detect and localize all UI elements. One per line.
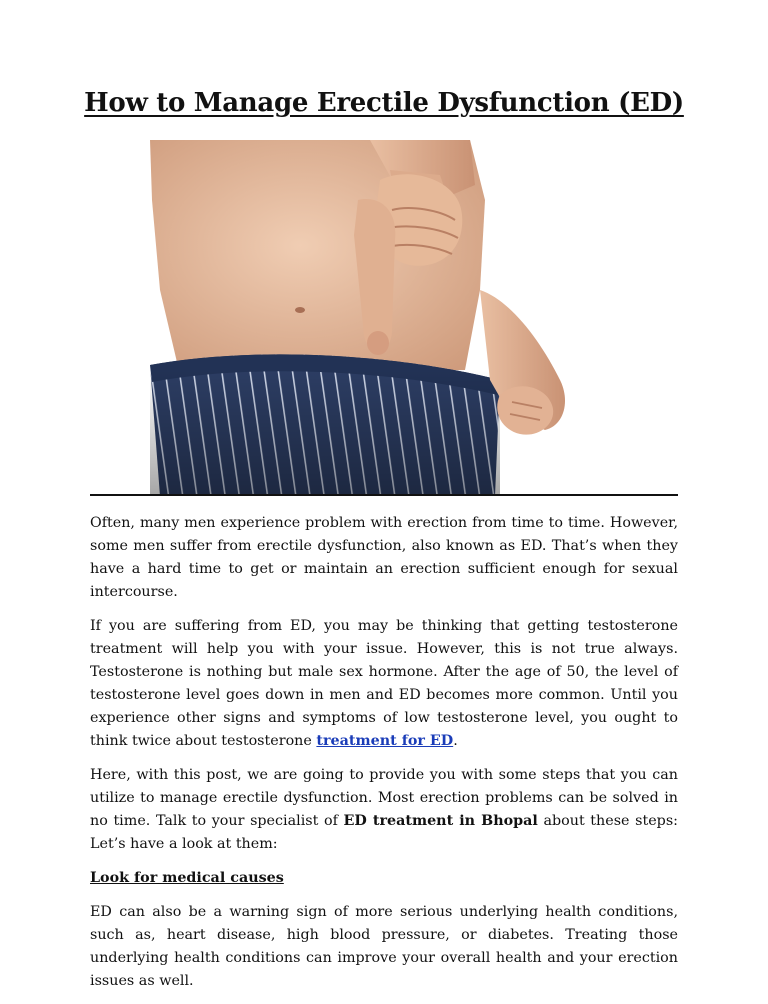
paragraph-text-end: about these steps: Let’s have a look at them: — [90, 813, 678, 852]
horizontal-rule — [90, 494, 678, 496]
paragraph-text: If you are suffering from ED, you may be thinking that getting testosterone treatment will help you with your issue. However, this is not true always. Testosterone is nothing but male sex hormone. After the age of 50, the level of testosterone level goes down in men and ED becomes more common. Until you experience other signs and symptoms of low testosterone level, you ought to think twice about testosterone — [90, 618, 678, 749]
paragraph-medical-causes: ED can also be a warning sign of more serious underlying health conditions, such as, heart disease, high blood pressure, or diabetes. Treating those underlying health conditions can improve your overall health and your erection issues as well. — [90, 904, 678, 989]
paragraph-text: Here, with this post, we are going to provide you with some steps that you can utilize to manage erectile dysfunction. Most erection problems can be solved in no time. Talk to your specialist of — [90, 767, 678, 829]
ed-treatment-bhopal-text: ED treatment in Bhopal — [343, 813, 538, 829]
paragraph-testosterone — [90, 615, 678, 753]
section-heading: Look for medical causes — [90, 870, 284, 886]
paragraph-text-end: . — [453, 733, 458, 749]
treatment-for-ed-link[interactable]: treatment for ED — [316, 733, 454, 749]
paragraph-steps — [90, 764, 678, 856]
article-body — [90, 512, 678, 1004]
man-thumbs-down-photo — [140, 140, 620, 496]
document-title: How to Manage Erectile Dysfunction (ED) — [84, 88, 684, 118]
paragraph-intro: Often, many men experience problem with erection from time to time. However, some men suffer from erectile dysfunction, also known as ED. That’s when they have a hard time to get or maintain an erection sufficient enough for sexual intercourse. — [90, 515, 678, 600]
